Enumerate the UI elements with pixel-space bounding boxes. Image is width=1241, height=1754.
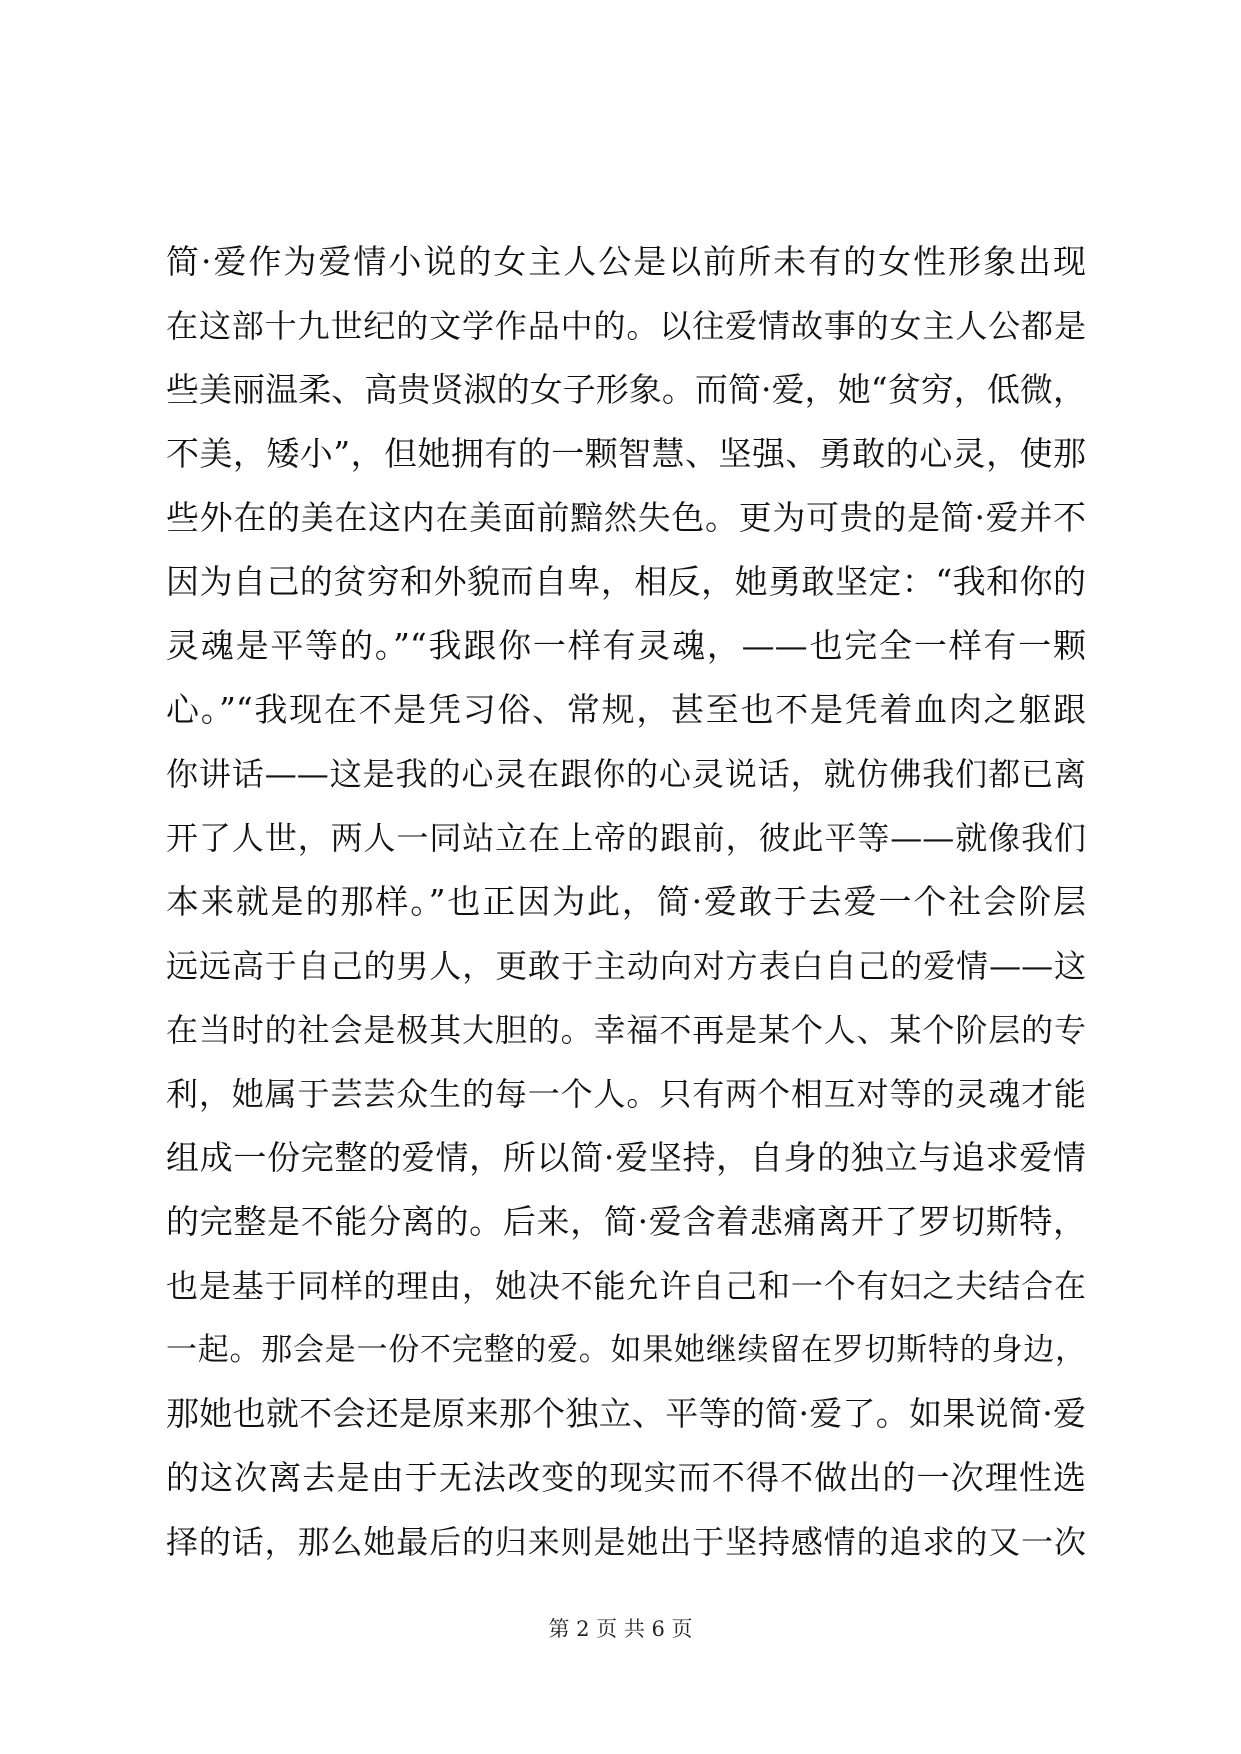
- text-line: 那她也就不会还是原来那个独立、平等的简·爱了。如果说简·爱: [166, 1394, 1086, 1433]
- text-line: 开了人世，两人一同站立在上帝的跟前，彼此平等——就像我们: [166, 819, 1086, 857]
- text-line: 利，她属于芸芸众生的每一个人。只有两个相互对等的灵魂才能: [166, 1075, 1086, 1113]
- text-line: 的这次离去是由于无法改变的现实而不得不做出的一次理性选: [166, 1458, 1086, 1497]
- text-line: 灵魂是平等的。”“我跟你一样有灵魂，——也完全一样有一颗: [166, 626, 1086, 665]
- text-line: 简·爱作为爱情小说的女主人公是以前所未有的女性形象出现: [166, 242, 1086, 281]
- text-line: 在当时的社会是极其大胆的。幸福不再是某个人、某个阶层的专: [166, 1011, 1086, 1049]
- text-line: 择的话，那么她最后的归来则是她出于坚持感情的追求的又一次: [166, 1523, 1086, 1561]
- text-line: 些外在的美在这内在美面前黯然失色。更为可贵的是简·爱并不: [166, 498, 1086, 537]
- text-line: 一起。那会是一份不完整的爱。如果她继续留在罗切斯特的身边，: [166, 1332, 1086, 1368]
- text-line: 心。”“我现在不是凭习俗、常规，甚至也不是凭着血肉之躯跟: [166, 690, 1086, 729]
- text-line: 些美丽温柔、高贵贤淑的女子形象。而简·爱，她“贫穷，低微，: [166, 370, 1086, 409]
- text-line: 在这部十九世纪的文学作品中的。以往爱情故事的女主人公都是: [166, 307, 1086, 345]
- text-line: 你讲话——这是我的心灵在跟你的心灵说话，就仿佛我们都已离: [166, 755, 1086, 793]
- page-number-footer: 第 2 页 共 6 页: [548, 1617, 693, 1641]
- text-line: 本来就是的那样。”也正因为此，简·爱敢于去爱一个社会阶层: [166, 882, 1086, 921]
- text-line: 组成一份完整的爱情，所以简·爱坚持，自身的独立与追求爱情: [166, 1138, 1086, 1177]
- body-paragraph: [166, 230, 1086, 1574]
- text-line: 远远高于自己的男人，更敢于主动向对方表白自己的爱情——这: [166, 947, 1086, 985]
- text-line: 不美，矮小”，但她拥有的一颗智慧、坚强、勇敢的心灵，使那: [166, 434, 1086, 473]
- text-line: 也是基于同样的理由，她决不能允许自己和一个有妇之夫结合在: [166, 1267, 1086, 1305]
- text-line: 因为自己的贫穷和外貌而自卑，相反，她勇敢坚定：“我和你的: [166, 562, 1086, 601]
- text-line: 的完整是不能分离的。后来，简·爱含着悲痛离开了罗切斯特，: [166, 1202, 1086, 1241]
